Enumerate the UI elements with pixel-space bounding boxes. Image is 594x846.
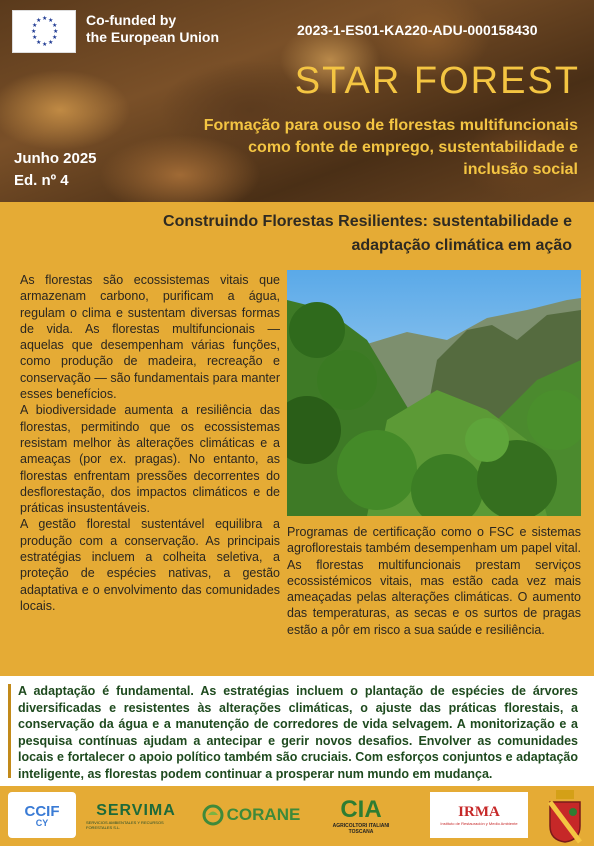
subtitle-line-3: inclusão social (463, 161, 578, 178)
article-left-column (20, 272, 280, 614)
article-title-line-2: adaptação climática em ação (351, 237, 572, 254)
ccif-logo-sub: CY (35, 817, 49, 828)
svg-text:★: ★ (42, 41, 48, 48)
article-right-column (287, 524, 581, 638)
project-code: 2023-1-ES01-KA220-ADU-000158430 (297, 22, 538, 38)
newsletter-title: STAR FOREST (294, 60, 580, 102)
servima-logo-sub: SERVICIOS AMBIENTALES Y RECURSOS FORESTALES S.L. (86, 820, 164, 830)
subtitle-line-2: como fonte de emprego, sustentabilidade e (248, 139, 578, 156)
svg-text:★: ★ (48, 17, 54, 24)
svg-text:★: ★ (42, 15, 48, 22)
svg-text:★: ★ (48, 39, 54, 46)
paragraph: A biodiversidade aumenta a resiliência das florestas, permitindo que os ecossistemas resistam melhor às alterações climáticas e a ameaças (por ex. pragas). No entanto, as florestas enfrentam pressões decorrentes do desflorestação, dos impactos climáticos e de práticas insustentáveis. (20, 403, 280, 516)
svg-text:★: ★ (31, 28, 37, 35)
ccif-logo-text: CCIF (24, 802, 60, 820)
eu-line-1: Co-funded by (86, 12, 177, 28)
eu-flag-icon (12, 10, 76, 53)
svg-text:★: ★ (36, 17, 42, 24)
servima-logo (86, 802, 186, 830)
article-section (0, 202, 594, 676)
header-banner (0, 0, 594, 202)
ccif-logo (8, 792, 76, 838)
paragraph: A gestão florestal sustentável equilibra a produção com a conservação. As principais estratégias incluem a colheita seletiva, a proteção de espécies nativas, a gestão adaptativa e o envolvimento das comunidades locais. (20, 517, 280, 613)
svg-text:★: ★ (52, 34, 58, 41)
coat-of-arms-icon (546, 788, 584, 844)
irma-logo-sub: Instituto de Restauración y Medio Ambiente (440, 821, 518, 826)
paragraph: Programas de certificação como o FSC e sistemas agroflorestais também desempenham um papel vital. As florestas multifuncionais prestam serviços ecossistémicos vitais, mas estão cada vez mais ameaçadas pelas alterações climáticas. O aumento das temperaturas, as secas e os surtos de pragas estão a pôr em risco a sua saúde e resiliência. (287, 525, 581, 637)
svg-text:★: ★ (52, 22, 58, 29)
forest-photo (287, 270, 581, 516)
corane-logo-text: CORANE (226, 805, 301, 824)
irma-logo-text: IRMA (458, 804, 500, 820)
corane-logo (196, 800, 306, 830)
svg-text:★: ★ (36, 39, 42, 46)
summary-callout (0, 676, 594, 786)
callout-text: A adaptação é fundamental. As estratégias incluem o plantação de espécies de árvores diversificadas e resistentes às alterações climáticas, o ajuste das práticas florestais, a conservação da água e a manutenção de corredores de vida selvagem. A monitorização e a pesquisa contínuas ajudam a antecipar e gerir novos desafios. Envolver as comunidades locais e fortalecer o apoio político também são cruciais. Com esforços conjuntos e adaptação inteligente, as florestas podem continuar a prosperar num mundo em mudança. (18, 684, 578, 781)
issue-edition: Ed. nº 4 (14, 172, 69, 189)
eu-funding-text (86, 12, 219, 46)
cia-logo-text: CIA (340, 796, 382, 823)
newsletter-subtitle (138, 115, 578, 181)
eu-line-2: the European Union (86, 29, 219, 45)
leaf-icon (202, 804, 224, 826)
servima-logo-text: SERVIMA (96, 802, 176, 819)
svg-text:★: ★ (32, 34, 38, 41)
cia-logo-sub-1: AGRICOLTORI ITALIANI (332, 823, 390, 829)
cia-logo-sub-2: TOSCANA (348, 829, 374, 835)
partner-logos (0, 786, 594, 846)
issue-date: Junho 2025 (14, 150, 97, 167)
svg-text:★: ★ (32, 22, 38, 29)
article-title (102, 210, 572, 258)
irma-logo (430, 792, 528, 838)
paragraph: As florestas são ecossistemas vitais que armazenam carbono, purificam a água, regulam o clima e sustentam diversas formas de vida. As florestas multifuncionais — aquelas que desempenham várias funções, como produção de madeira, recreação e conservação — são fundamentais para manter esses benefícios. (20, 273, 280, 402)
callout-accent-bar (8, 684, 11, 778)
svg-text:★: ★ (53, 28, 59, 35)
issue-info (14, 148, 97, 192)
cia-logo (328, 790, 394, 842)
article-title-line-1: Construindo Florestas Resilientes: sustentabilidade e (163, 213, 572, 230)
subtitle-line-1: Formação para ouso de florestas multifuncionais (203, 117, 578, 134)
